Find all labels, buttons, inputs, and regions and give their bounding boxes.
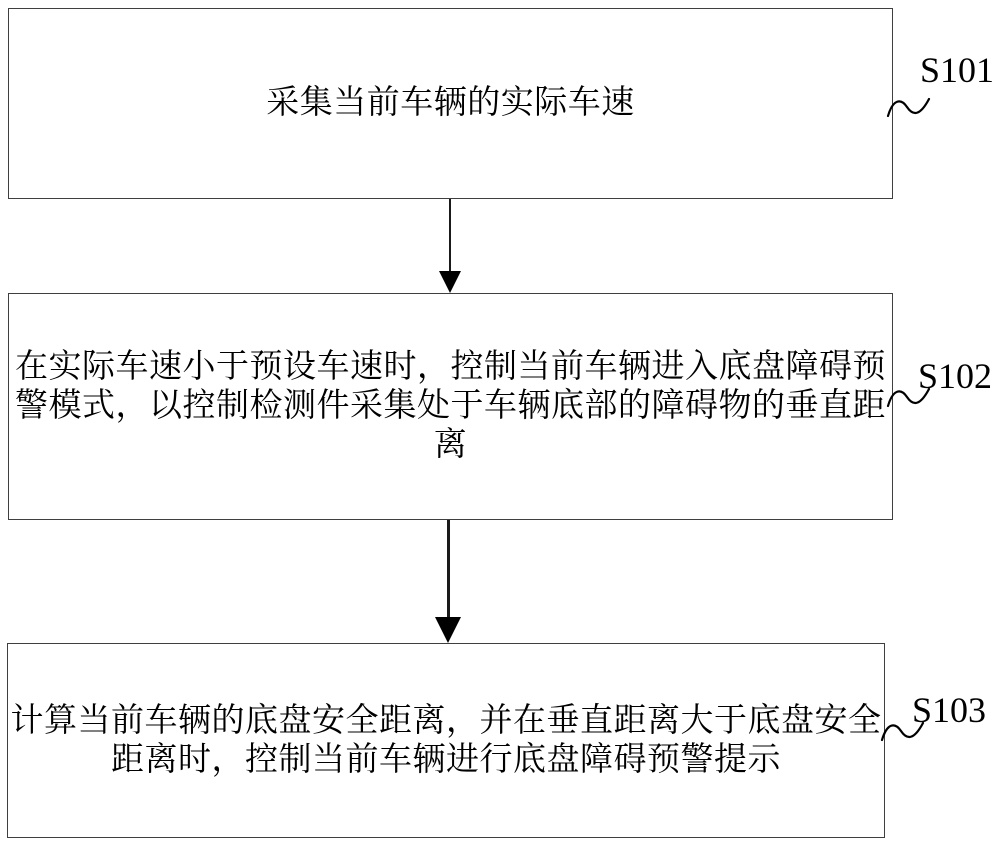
flowchart-box-s103 <box>7 643 885 838</box>
box-s103-text-line2: 距离时，控制当前车辆进行底盘障碍预警提示 <box>111 741 781 778</box>
box-s101-text: 采集当前车辆的实际车速 <box>266 85 635 121</box>
flow-arrow-2-line <box>447 520 450 620</box>
step-label-s103: S103 <box>912 690 987 730</box>
tilde-connector-icon <box>880 716 926 746</box>
step-label-s101: S101 <box>920 50 995 90</box>
box-s102-text-line2: 警模式，以控制检测件采集处于车辆底部的障碍物的垂直距 <box>15 388 886 424</box>
flowchart-box-s101 <box>8 8 893 199</box>
tilde-connector-icon <box>886 382 932 412</box>
flowchart-box-s102 <box>8 293 893 520</box>
box-s103-text-line1: 计算当前车辆的底盘安全距离，并在垂直距离大于底盘安全 <box>10 702 882 739</box>
box-s102-text-line3: 离 <box>433 427 468 463</box>
tilde-connector-icon <box>886 92 932 122</box>
flow-arrow-2-head-icon <box>435 617 461 643</box>
flow-arrow-1-line <box>449 199 451 273</box>
step-label-s102: S102 <box>918 356 993 396</box>
flow-arrow-1-head-icon <box>439 271 461 293</box>
box-s102-text-line1: 在实际车速小于预设车速时，控制当前车辆进入底盘障碍预 <box>15 349 886 385</box>
